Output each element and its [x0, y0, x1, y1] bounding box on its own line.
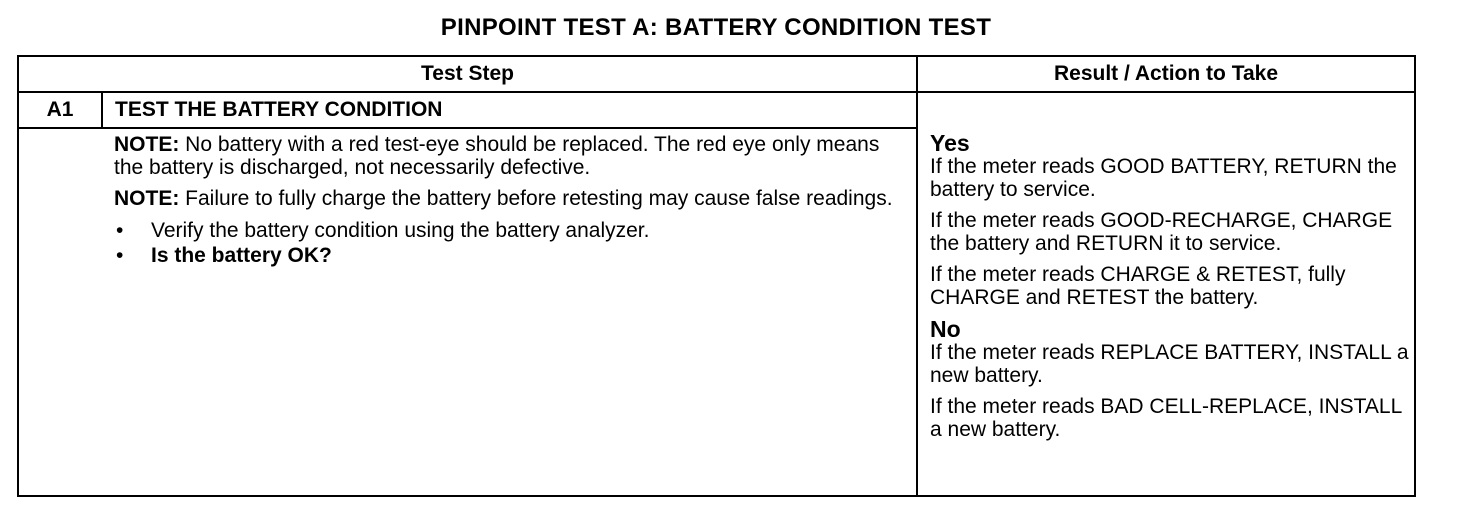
bullet-text: Verify the battery condition using the battery analyzer. [151, 219, 650, 242]
note-text: No battery with a red test-eye should be replaced. The red eye only means the battery is discharged, not necessarily defective. [114, 133, 880, 179]
step-id: A1 [46, 98, 74, 121]
column-divider [916, 57, 918, 495]
step-body [114, 133, 904, 268]
step-title-divider [19, 127, 918, 129]
pinpoint-test-table [17, 55, 1416, 497]
yes-item: If the meter reads GOOD-RECHARGE, CHARGE the battery and RETURN it to service. [930, 209, 1393, 255]
bullet-icon: • [116, 244, 124, 267]
bullet-icon: • [116, 219, 124, 242]
yes-label: Yes [930, 130, 970, 156]
header-result-action: Result / Action to Take [1053, 62, 1279, 85]
note-1 [114, 133, 904, 179]
bullet-item [114, 243, 904, 268]
step-id-divider [101, 91, 103, 129]
bullet-question: Is the battery OK? [151, 244, 332, 267]
yes-item: If the meter reads CHARGE & RETEST, fully CHARGE and RETEST the battery. [930, 263, 1346, 309]
result-column [930, 131, 1410, 449]
note-label: NOTE: [114, 133, 180, 156]
header-test-step: Test Step [421, 62, 514, 85]
yes-item: If the meter reads GOOD BATTERY, RETURN the battery to service. [930, 155, 1397, 201]
bullet-item [114, 218, 904, 243]
step-bullets [114, 218, 904, 268]
note-text: Failure to fully charge the battery before retesting may cause false readings. [179, 187, 893, 210]
step-title: TEST THE BATTERY CONDITION [115, 98, 443, 121]
page-title: PINPOINT TEST A: BATTERY CONDITION TEST [440, 14, 992, 41]
note-label: NOTE: [114, 187, 180, 210]
no-label: No [930, 316, 961, 342]
no-item: If the meter reads REPLACE BATTERY, INSTALL a new battery. [930, 341, 1409, 387]
note-2 [114, 187, 904, 210]
no-item: If the meter reads BAD CELL-REPLACE, INSTALL a new battery. [930, 395, 1402, 441]
